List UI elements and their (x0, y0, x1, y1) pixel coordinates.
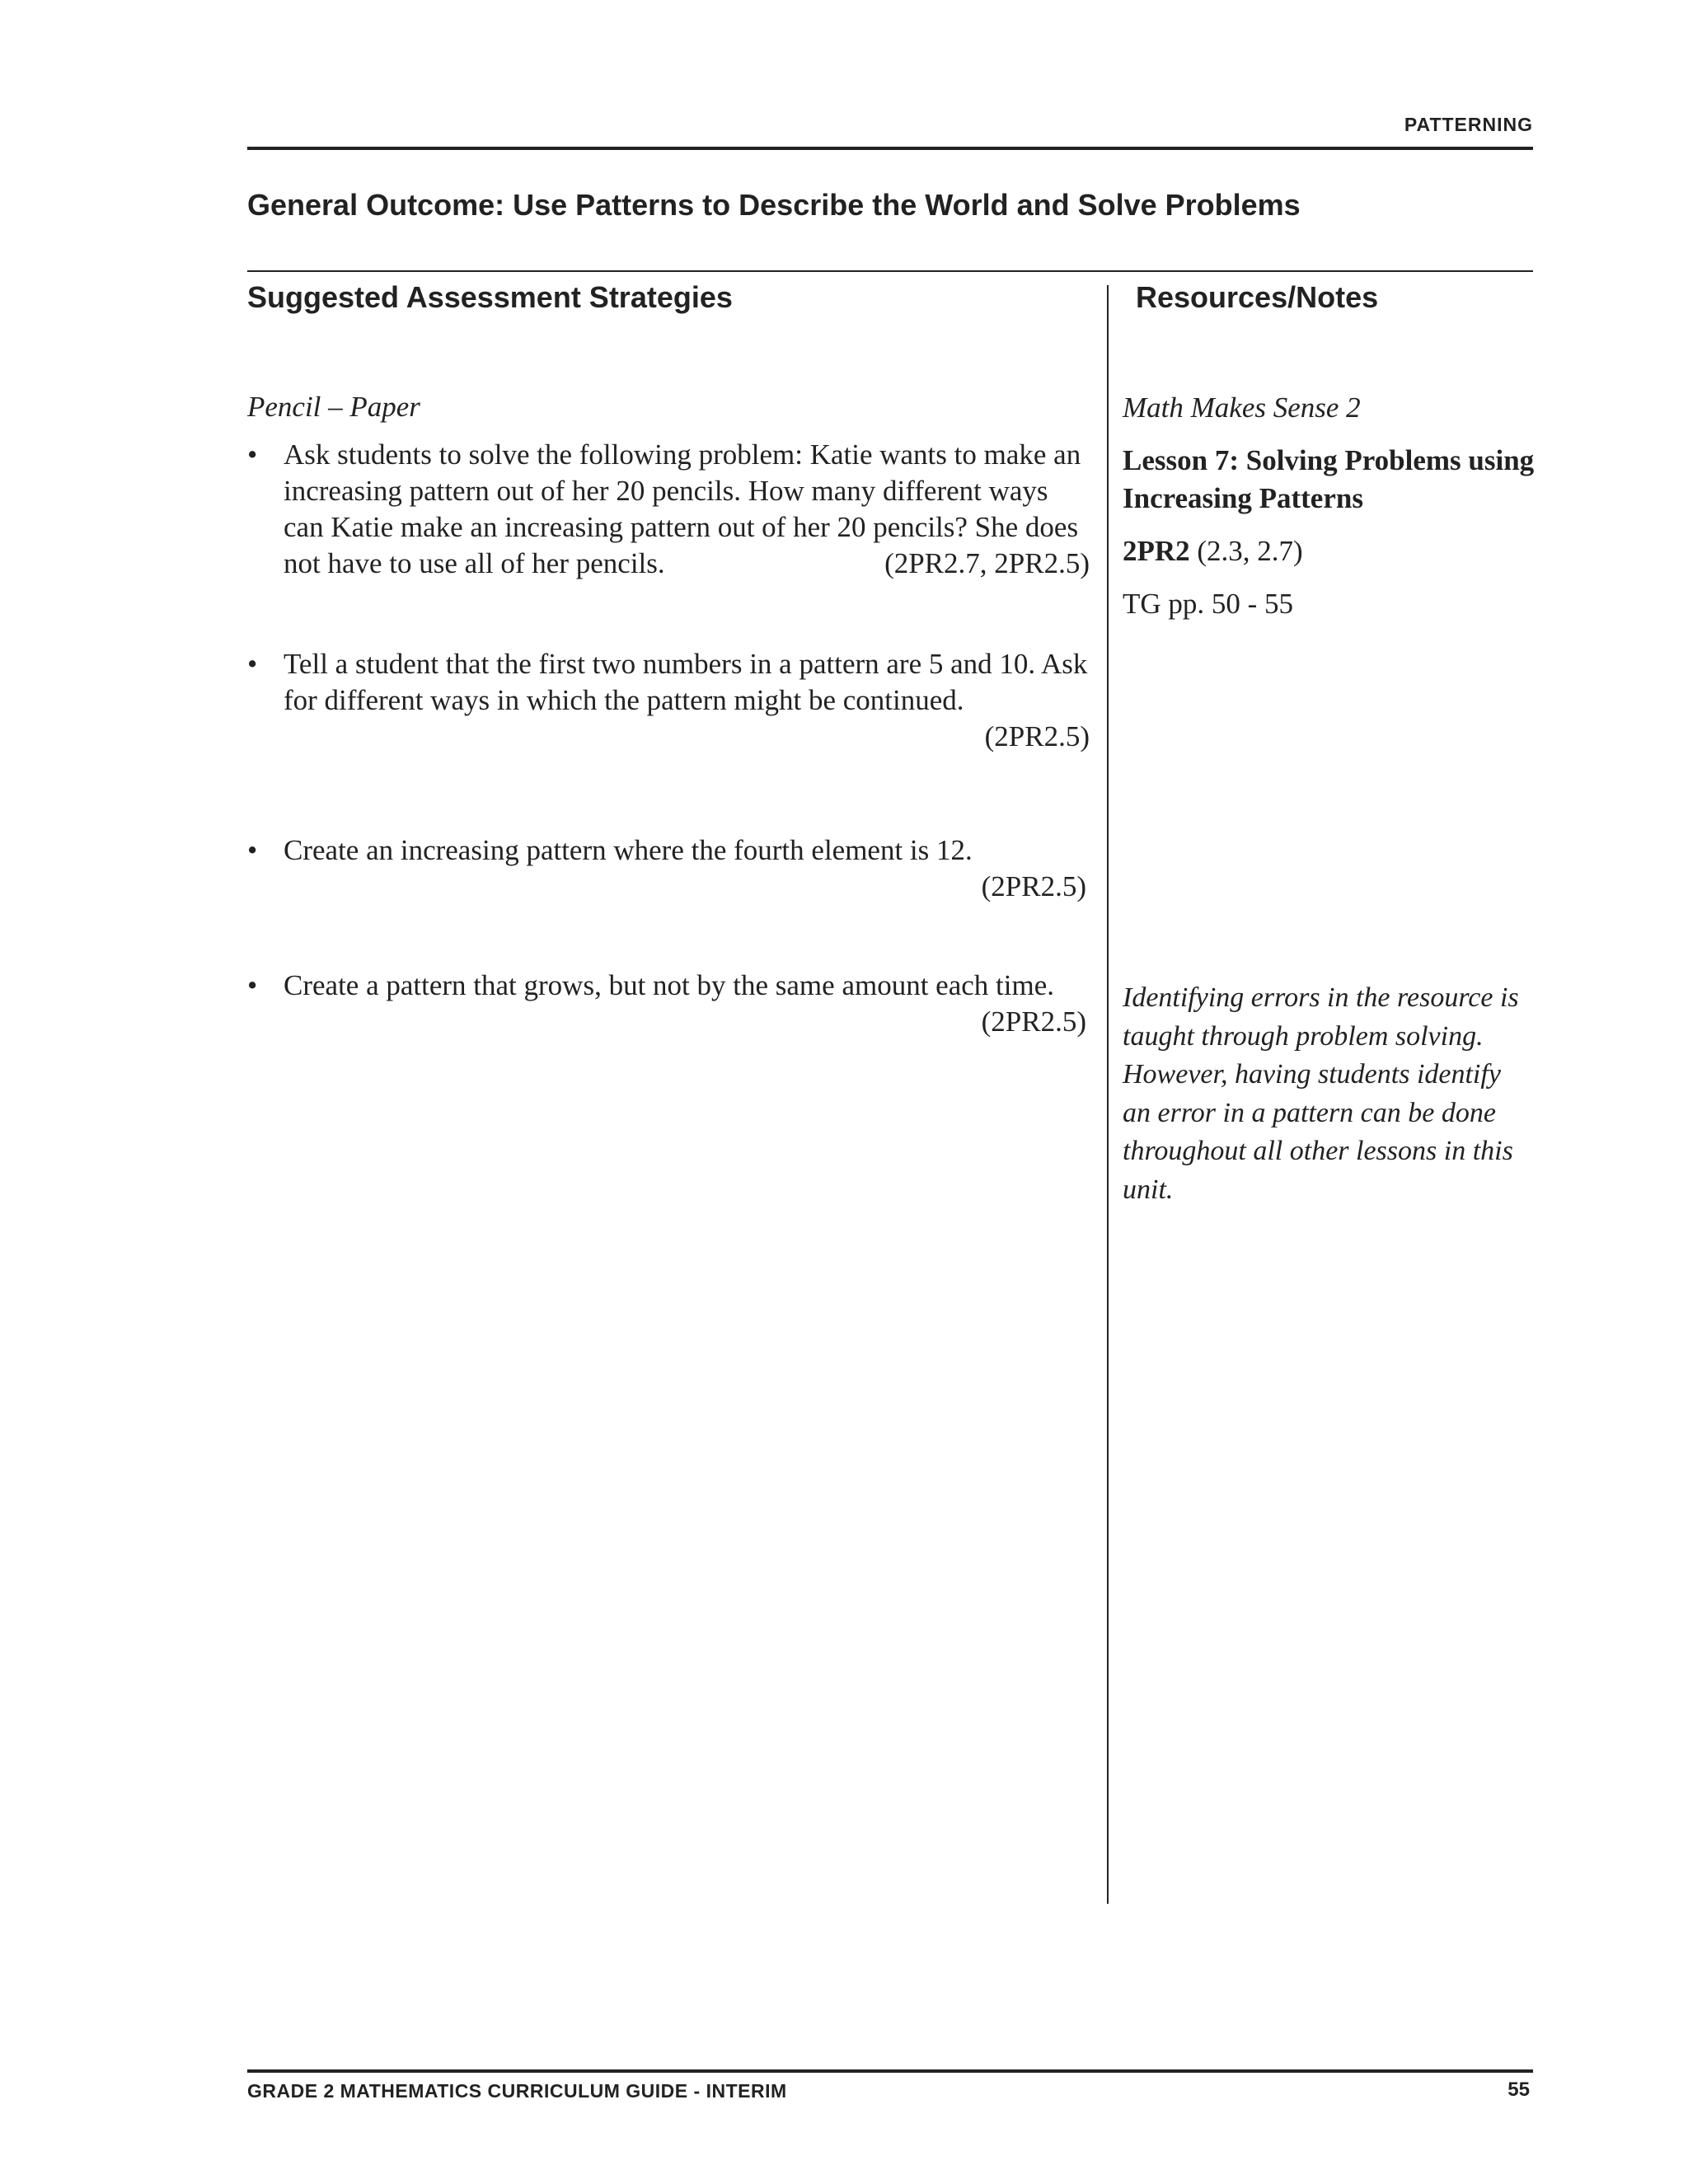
strategy-text: Create an increasing pattern where the fourth element is 12. (284, 834, 973, 866)
strategy-item (247, 437, 1090, 582)
strategy-text: Create a pattern that grows, but not by the same amount each time. (284, 969, 1054, 1001)
header-rule (247, 147, 1533, 150)
page-number: 55 (1507, 2079, 1530, 2101)
running-head: PATTERNING (1404, 114, 1533, 135)
resource-title: Math Makes Sense 2 (1123, 391, 1361, 424)
teaching-note: Identifying errors in the resource is taught through problem solving. However, having students identify an error in a pattern can be done throughout all other lessons in this unit. (1123, 982, 1519, 1205)
footer-rule (247, 2069, 1533, 2073)
strategy-text: Ask students to solve the following problem: Katie wants to make an increasing pattern out of her 20 pencils. How many different ways can Katie make an increasing pattern out of her 20 pencils? She does not have to use all of her pencils. (284, 438, 1081, 579)
bullet-icon: • (247, 438, 258, 471)
outcome-reference: (2PR2.5) (981, 1005, 1086, 1038)
outcome-code-refs: (2.3, 2.7) (1189, 535, 1303, 567)
outcome-reference: (2PR2.5) (984, 720, 1090, 752)
teacher-guide-pages: TG pp. 50 - 55 (1123, 588, 1294, 620)
right-column-heading: Resources/Notes (1136, 280, 1379, 314)
bullet-icon: • (247, 648, 258, 680)
assessment-strategies (247, 389, 1090, 1038)
outcome-code: 2PR2 (1123, 535, 1190, 567)
section-rule (247, 270, 1533, 272)
outcome-reference: (2PR2.5) (981, 870, 1086, 902)
bullet-icon: • (247, 969, 258, 1001)
outcome-reference: (2PR2.7, 2PR2.5) (884, 547, 1090, 579)
strategy-item (247, 832, 1090, 905)
pencil-paper-subhead: Pencil – Paper (247, 391, 420, 423)
lesson-title: Lesson 7: Solving Problems using Increasing Patterns (1123, 444, 1535, 514)
left-column-heading: Suggested Assessment Strategies (247, 280, 733, 314)
strategy-item (247, 968, 1090, 1040)
outcome-title: General Outcome: Use Patterns to Describe the World and Solve Problems (247, 188, 1301, 222)
resources-notes (1123, 389, 1535, 638)
strategy-text: Tell a student that the first two numbers in a pattern are 5 and 10. Ask for different ways in which the pattern might be continued. (284, 648, 1088, 716)
outcome-codes (1123, 532, 1535, 570)
strategy-item (247, 646, 1090, 755)
footer-title: GRADE 2 MATHEMATICS CURRICULUM GUIDE - INTERIM (247, 2080, 787, 2102)
column-divider (1107, 285, 1109, 1904)
bullet-icon: • (247, 834, 258, 866)
